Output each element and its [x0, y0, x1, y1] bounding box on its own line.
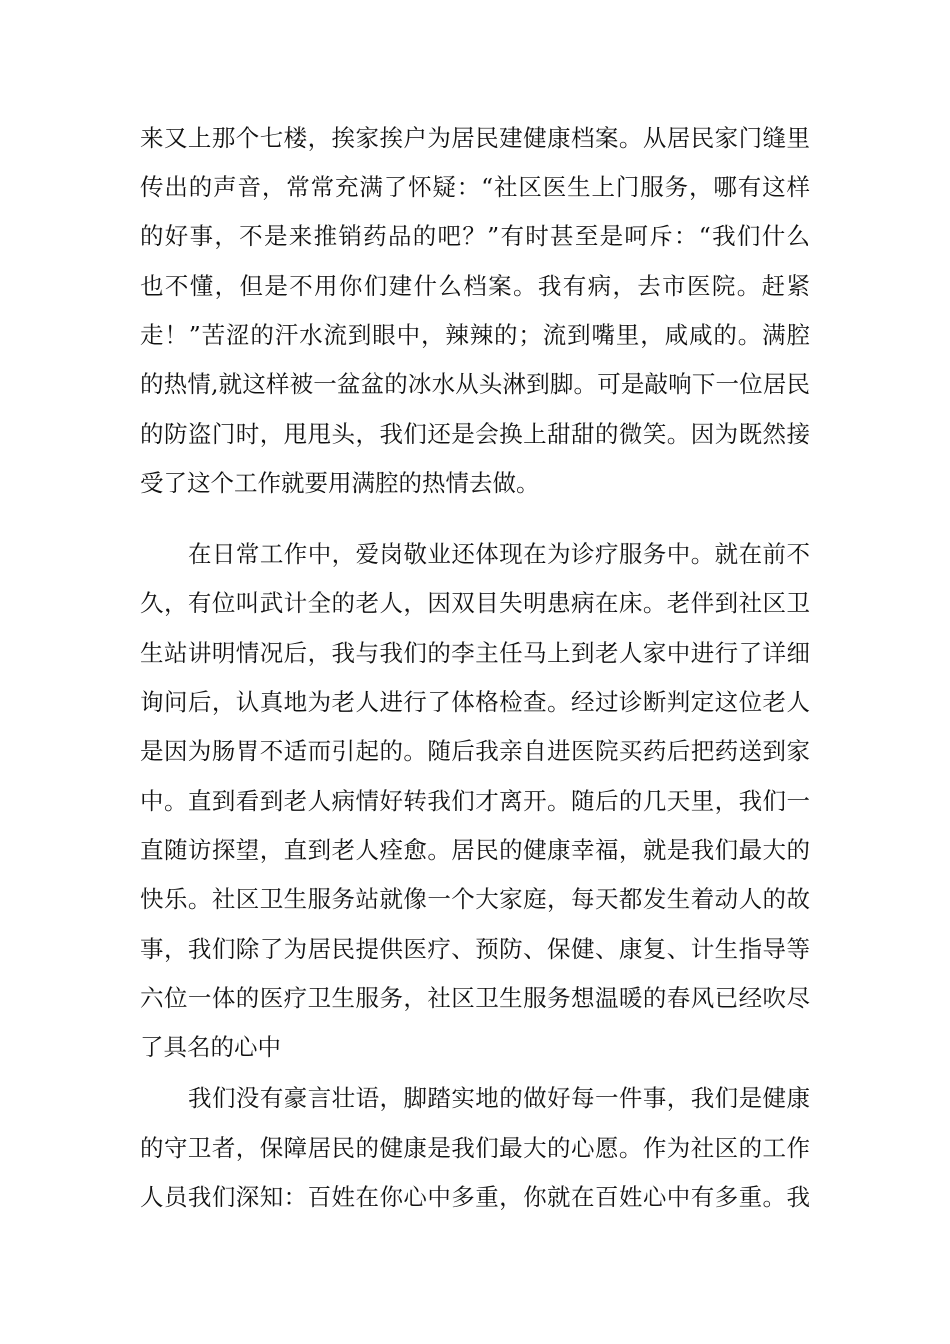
text-line: 久，有位叫武计全的老人，因双目失明患病在床。老伴到社区卫 — [140, 589, 810, 617]
text-line: 传出的声音，常常充满了怀疑：“社区医生上门服务，哪有这样 — [140, 173, 810, 201]
text-line: 的好事，不是来推销药品的吧？”有时甚至是呵斥：“我们什么 — [140, 222, 810, 250]
text-line: 询问后，认真地为老人进行了体格检查。经过诊断判定这位老人 — [140, 688, 810, 716]
text-line: 来又上那个七楼，挨家挨户为居民建健康档案。从居民家门缝里 — [140, 124, 810, 152]
text-line: 中。直到看到老人病情好转我们才离开。随后的几天里，我们一 — [140, 787, 810, 815]
text-line: 的热情,就这样被一盆盆的冰水从头淋到脚。可是敲响下一位居民 — [140, 370, 810, 398]
text-line: 了具名的心中 — [140, 1033, 281, 1061]
text-line: 我们没有豪言壮语，脚踏实地的做好每一件事，我们是健康 — [188, 1084, 810, 1112]
text-line: 人员我们深知：百姓在你心中多重，你就在百姓心中有多重。我 — [140, 1183, 810, 1211]
text-line: 六位一体的医疗卫生服务，社区卫生服务想温暖的春风已经吹尽 — [140, 984, 810, 1012]
text-line: 事，我们除了为居民提供医疗、预防、保健、康复、计生指导等 — [140, 935, 810, 963]
text-line: 受了这个工作就要用满腔的热情去做。 — [140, 469, 540, 497]
text-line: 是因为肠胃不适而引起的。随后我亲自进医院买药后把药送到家 — [140, 737, 810, 765]
text-line: 在日常工作中，爱岗敬业还体现在为诊疗服务中。就在前不 — [188, 540, 810, 568]
text-line: 快乐。社区卫生服务站就像一个大家庭，每天都发生着动人的故 — [140, 885, 810, 913]
text-line: 的防盗门时，甩甩头，我们还是会换上甜甜的微笑。因为既然接 — [140, 420, 810, 448]
text-line: 也不懂，但是不用你们建什么档案。我有病，去市医院。赶紧 — [140, 272, 810, 300]
text-line: 直随访探望，直到老人痊愈。居民的健康幸福，就是我们最大的 — [140, 836, 810, 864]
text-line: 走！”苦涩的汗水流到眼中，辣辣的；流到嘴里，咸咸的。满腔 — [140, 321, 810, 349]
text-line: 生站讲明情况后，我与我们的李主任马上到老人家中进行了详细 — [140, 639, 810, 667]
text-line: 的守卫者，保障居民的健康是我们最大的心愿。作为社区的工作 — [140, 1134, 810, 1162]
